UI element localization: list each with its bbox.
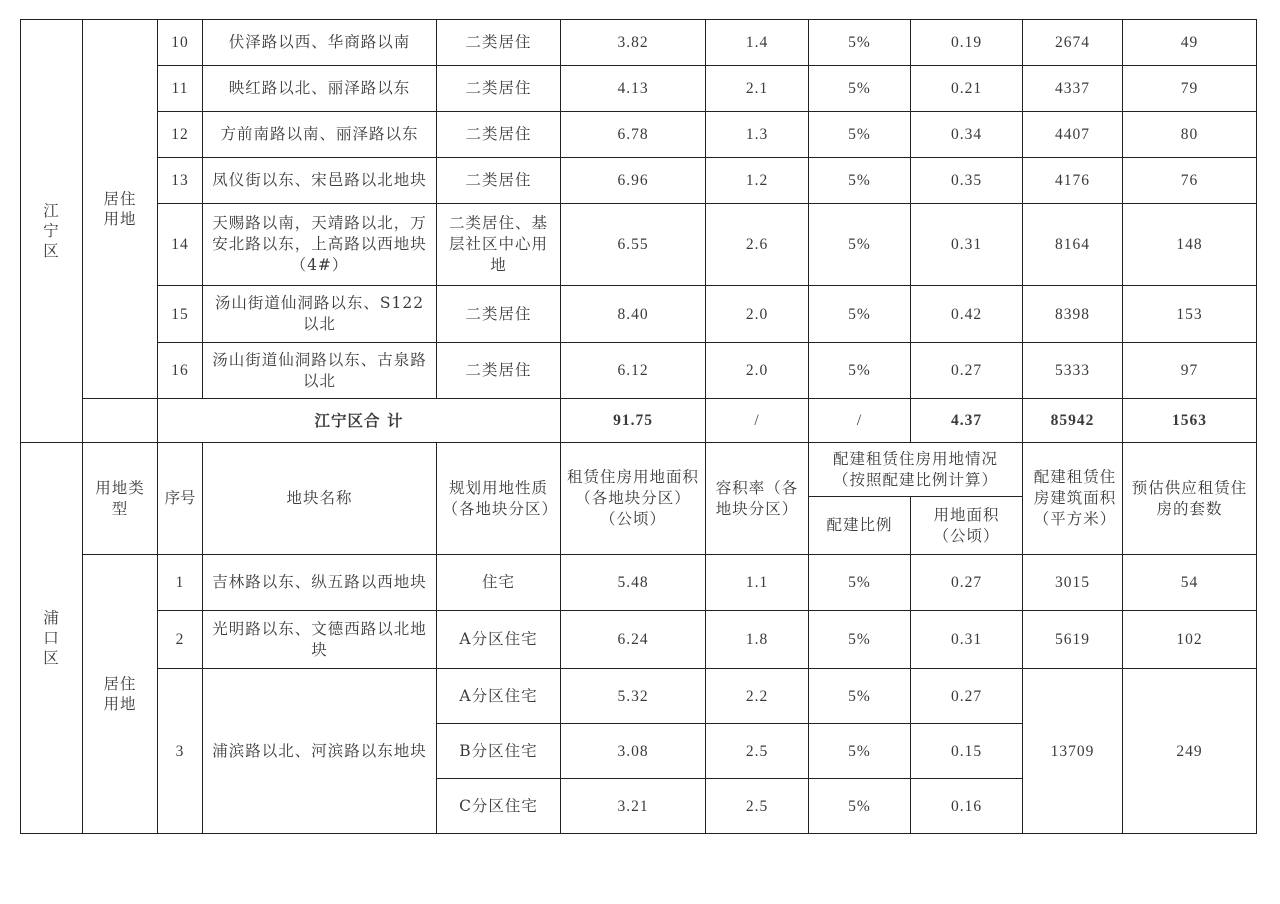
header-group: 配建租赁住房用地情况（按照配建比例计算）	[809, 443, 1023, 497]
far-cell: 2.6	[706, 204, 809, 286]
land-area-cell: 0.27	[911, 669, 1023, 724]
land-area-cell: 0.42	[911, 286, 1023, 343]
ratio-cell: 5%	[809, 555, 911, 611]
parcel-name-cell: 吉林路以东、纵五路以西地块	[203, 555, 437, 611]
total-area: 91.75	[561, 399, 706, 443]
land-nature-cell: 二类居住	[437, 112, 561, 158]
floor-area-cell: 8164	[1023, 204, 1123, 286]
floor-area-cell: 4407	[1023, 112, 1123, 158]
header-seq: 序号	[158, 443, 203, 555]
parcel-name-cell: 汤山街道仙洞路以东、S122以北	[203, 286, 437, 343]
header-parcel-name: 地块名称	[203, 443, 437, 555]
far-cell: 2.1	[706, 66, 809, 112]
table-row	[21, 204, 1257, 286]
units-cell: 76	[1123, 158, 1257, 204]
header-land-nature: 规划用地性质（各地块分区）	[437, 443, 561, 555]
total-ratio: /	[809, 399, 911, 443]
area-cell: 3.21	[561, 779, 706, 834]
land-nature-cell: 二类居住	[437, 66, 561, 112]
land-type-cell: 居住用地	[83, 20, 158, 399]
table-row	[21, 112, 1257, 158]
far-cell: 2.2	[706, 669, 809, 724]
header-land-area: 用地面积（公顷）	[911, 497, 1023, 555]
area-cell: 6.96	[561, 158, 706, 204]
table-row	[21, 66, 1257, 112]
floor-area-cell: 8398	[1023, 286, 1123, 343]
ratio-cell: 5%	[809, 669, 911, 724]
header-far: 容积率（各地块分区）	[706, 443, 809, 555]
area-cell: 6.55	[561, 204, 706, 286]
units-cell: 153	[1123, 286, 1257, 343]
table-row	[21, 611, 1257, 669]
seq-cell: 13	[158, 158, 203, 204]
land-nature-cell: 二类居住、基层社区中心用地	[437, 204, 561, 286]
units-cell: 49	[1123, 20, 1257, 66]
ratio-cell: 5%	[809, 286, 911, 343]
ratio-cell: 5%	[809, 20, 911, 66]
units-cell: 148	[1123, 204, 1257, 286]
ratio-cell: 5%	[809, 112, 911, 158]
ratio-cell: 5%	[809, 779, 911, 834]
area-cell: 5.32	[561, 669, 706, 724]
ratio-cell: 5%	[809, 204, 911, 286]
far-cell: 1.2	[706, 158, 809, 204]
land-nature-cell: 二类居住	[437, 343, 561, 399]
parcel-name-cell: 凤仪街以东、宋邑路以北地块	[203, 158, 437, 204]
district-cell-pukou: 浦口区	[21, 443, 83, 834]
header-area: 租赁住房用地面积（各地块分区）（公顷）	[561, 443, 706, 555]
ratio-cell: 5%	[809, 343, 911, 399]
total-row	[21, 399, 1257, 443]
total-label: 江宁区合 计	[158, 399, 561, 443]
header-ratio: 配建比例	[809, 497, 911, 555]
far-cell: 2.5	[706, 779, 809, 834]
parcel-name-cell: 天赐路以南，天靖路以北，万安北路以东，上高路以西地块（4#）	[203, 204, 437, 286]
ratio-cell: 5%	[809, 724, 911, 779]
seq-cell: 10	[158, 20, 203, 66]
far-cell: 1.4	[706, 20, 809, 66]
units-cell: 80	[1123, 112, 1257, 158]
units-cell: 249	[1123, 669, 1257, 834]
table-row	[21, 669, 1257, 724]
seq-cell: 15	[158, 286, 203, 343]
area-cell: 6.12	[561, 343, 706, 399]
floor-area-cell: 4337	[1023, 66, 1123, 112]
seq-cell: 12	[158, 112, 203, 158]
parcel-name-cell: 光明路以东、文德西路以北地块	[203, 611, 437, 669]
rental-housing-land-table	[20, 19, 1257, 834]
total-blank-cell	[83, 399, 158, 443]
header-floor-area: 配建租赁住房建筑面积（平方米）	[1023, 443, 1123, 555]
table-row	[21, 286, 1257, 343]
parcel-name-cell: 伏泽路以西、华商路以南	[203, 20, 437, 66]
land-nature-cell: A分区住宅	[437, 669, 561, 724]
floor-area-cell: 5619	[1023, 611, 1123, 669]
land-area-cell: 0.19	[911, 20, 1023, 66]
parcel-name-cell: 方前南路以南、丽泽路以东	[203, 112, 437, 158]
land-nature-cell: 二类居住	[437, 286, 561, 343]
total-units: 1563	[1123, 399, 1257, 443]
land-nature-cell: C分区住宅	[437, 779, 561, 834]
ratio-cell: 5%	[809, 66, 911, 112]
area-cell: 5.48	[561, 555, 706, 611]
parcel-name-cell: 汤山街道仙洞路以东、古泉路以北	[203, 343, 437, 399]
ratio-cell: 5%	[809, 158, 911, 204]
table-row	[21, 555, 1257, 611]
header-units: 预估供应租赁住房的套数	[1123, 443, 1257, 555]
floor-area-cell: 3015	[1023, 555, 1123, 611]
total-floor-area: 85942	[1023, 399, 1123, 443]
units-cell: 54	[1123, 555, 1257, 611]
floor-area-cell: 4176	[1023, 158, 1123, 204]
floor-area-cell: 2674	[1023, 20, 1123, 66]
land-area-cell: 0.27	[911, 555, 1023, 611]
header-row	[21, 443, 1257, 497]
area-cell: 4.13	[561, 66, 706, 112]
land-area-cell: 0.16	[911, 779, 1023, 834]
far-cell: 1.3	[706, 112, 809, 158]
far-cell: 2.5	[706, 724, 809, 779]
total-far: /	[706, 399, 809, 443]
ratio-cell: 5%	[809, 611, 911, 669]
table-row	[21, 20, 1257, 66]
far-cell: 2.0	[706, 343, 809, 399]
area-cell: 3.08	[561, 724, 706, 779]
land-nature-cell: B分区住宅	[437, 724, 561, 779]
total-land-area: 4.37	[911, 399, 1023, 443]
land-area-cell: 0.35	[911, 158, 1023, 204]
land-area-cell: 0.27	[911, 343, 1023, 399]
header-land-type: 用地类型	[83, 443, 158, 555]
floor-area-cell: 13709	[1023, 669, 1123, 834]
land-area-cell: 0.31	[911, 611, 1023, 669]
area-cell: 6.24	[561, 611, 706, 669]
parcel-name-cell: 浦滨路以北、河滨路以东地块	[203, 669, 437, 834]
units-cell: 79	[1123, 66, 1257, 112]
far-cell: 1.1	[706, 555, 809, 611]
seq-cell: 14	[158, 204, 203, 286]
seq-cell: 11	[158, 66, 203, 112]
parcel-name-cell: 映红路以北、丽泽路以东	[203, 66, 437, 112]
land-area-cell: 0.34	[911, 112, 1023, 158]
area-cell: 8.40	[561, 286, 706, 343]
land-nature-cell: 二类居住	[437, 20, 561, 66]
land-area-cell: 0.31	[911, 204, 1023, 286]
land-area-cell: 0.15	[911, 724, 1023, 779]
seq-cell: 3	[158, 669, 203, 834]
floor-area-cell: 5333	[1023, 343, 1123, 399]
land-area-cell: 0.21	[911, 66, 1023, 112]
table-row	[21, 158, 1257, 204]
seq-cell: 1	[158, 555, 203, 611]
far-cell: 2.0	[706, 286, 809, 343]
units-cell: 97	[1123, 343, 1257, 399]
land-nature-cell: 二类居住	[437, 158, 561, 204]
seq-cell: 16	[158, 343, 203, 399]
land-nature-cell: 住宅	[437, 555, 561, 611]
land-type-cell: 居住用地	[83, 555, 158, 834]
table-row	[21, 343, 1257, 399]
land-nature-cell: A分区住宅	[437, 611, 561, 669]
units-cell: 102	[1123, 611, 1257, 669]
far-cell: 1.8	[706, 611, 809, 669]
seq-cell: 2	[158, 611, 203, 669]
area-cell: 6.78	[561, 112, 706, 158]
district-cell-jiangning: 江宁区	[21, 20, 83, 443]
area-cell: 3.82	[561, 20, 706, 66]
